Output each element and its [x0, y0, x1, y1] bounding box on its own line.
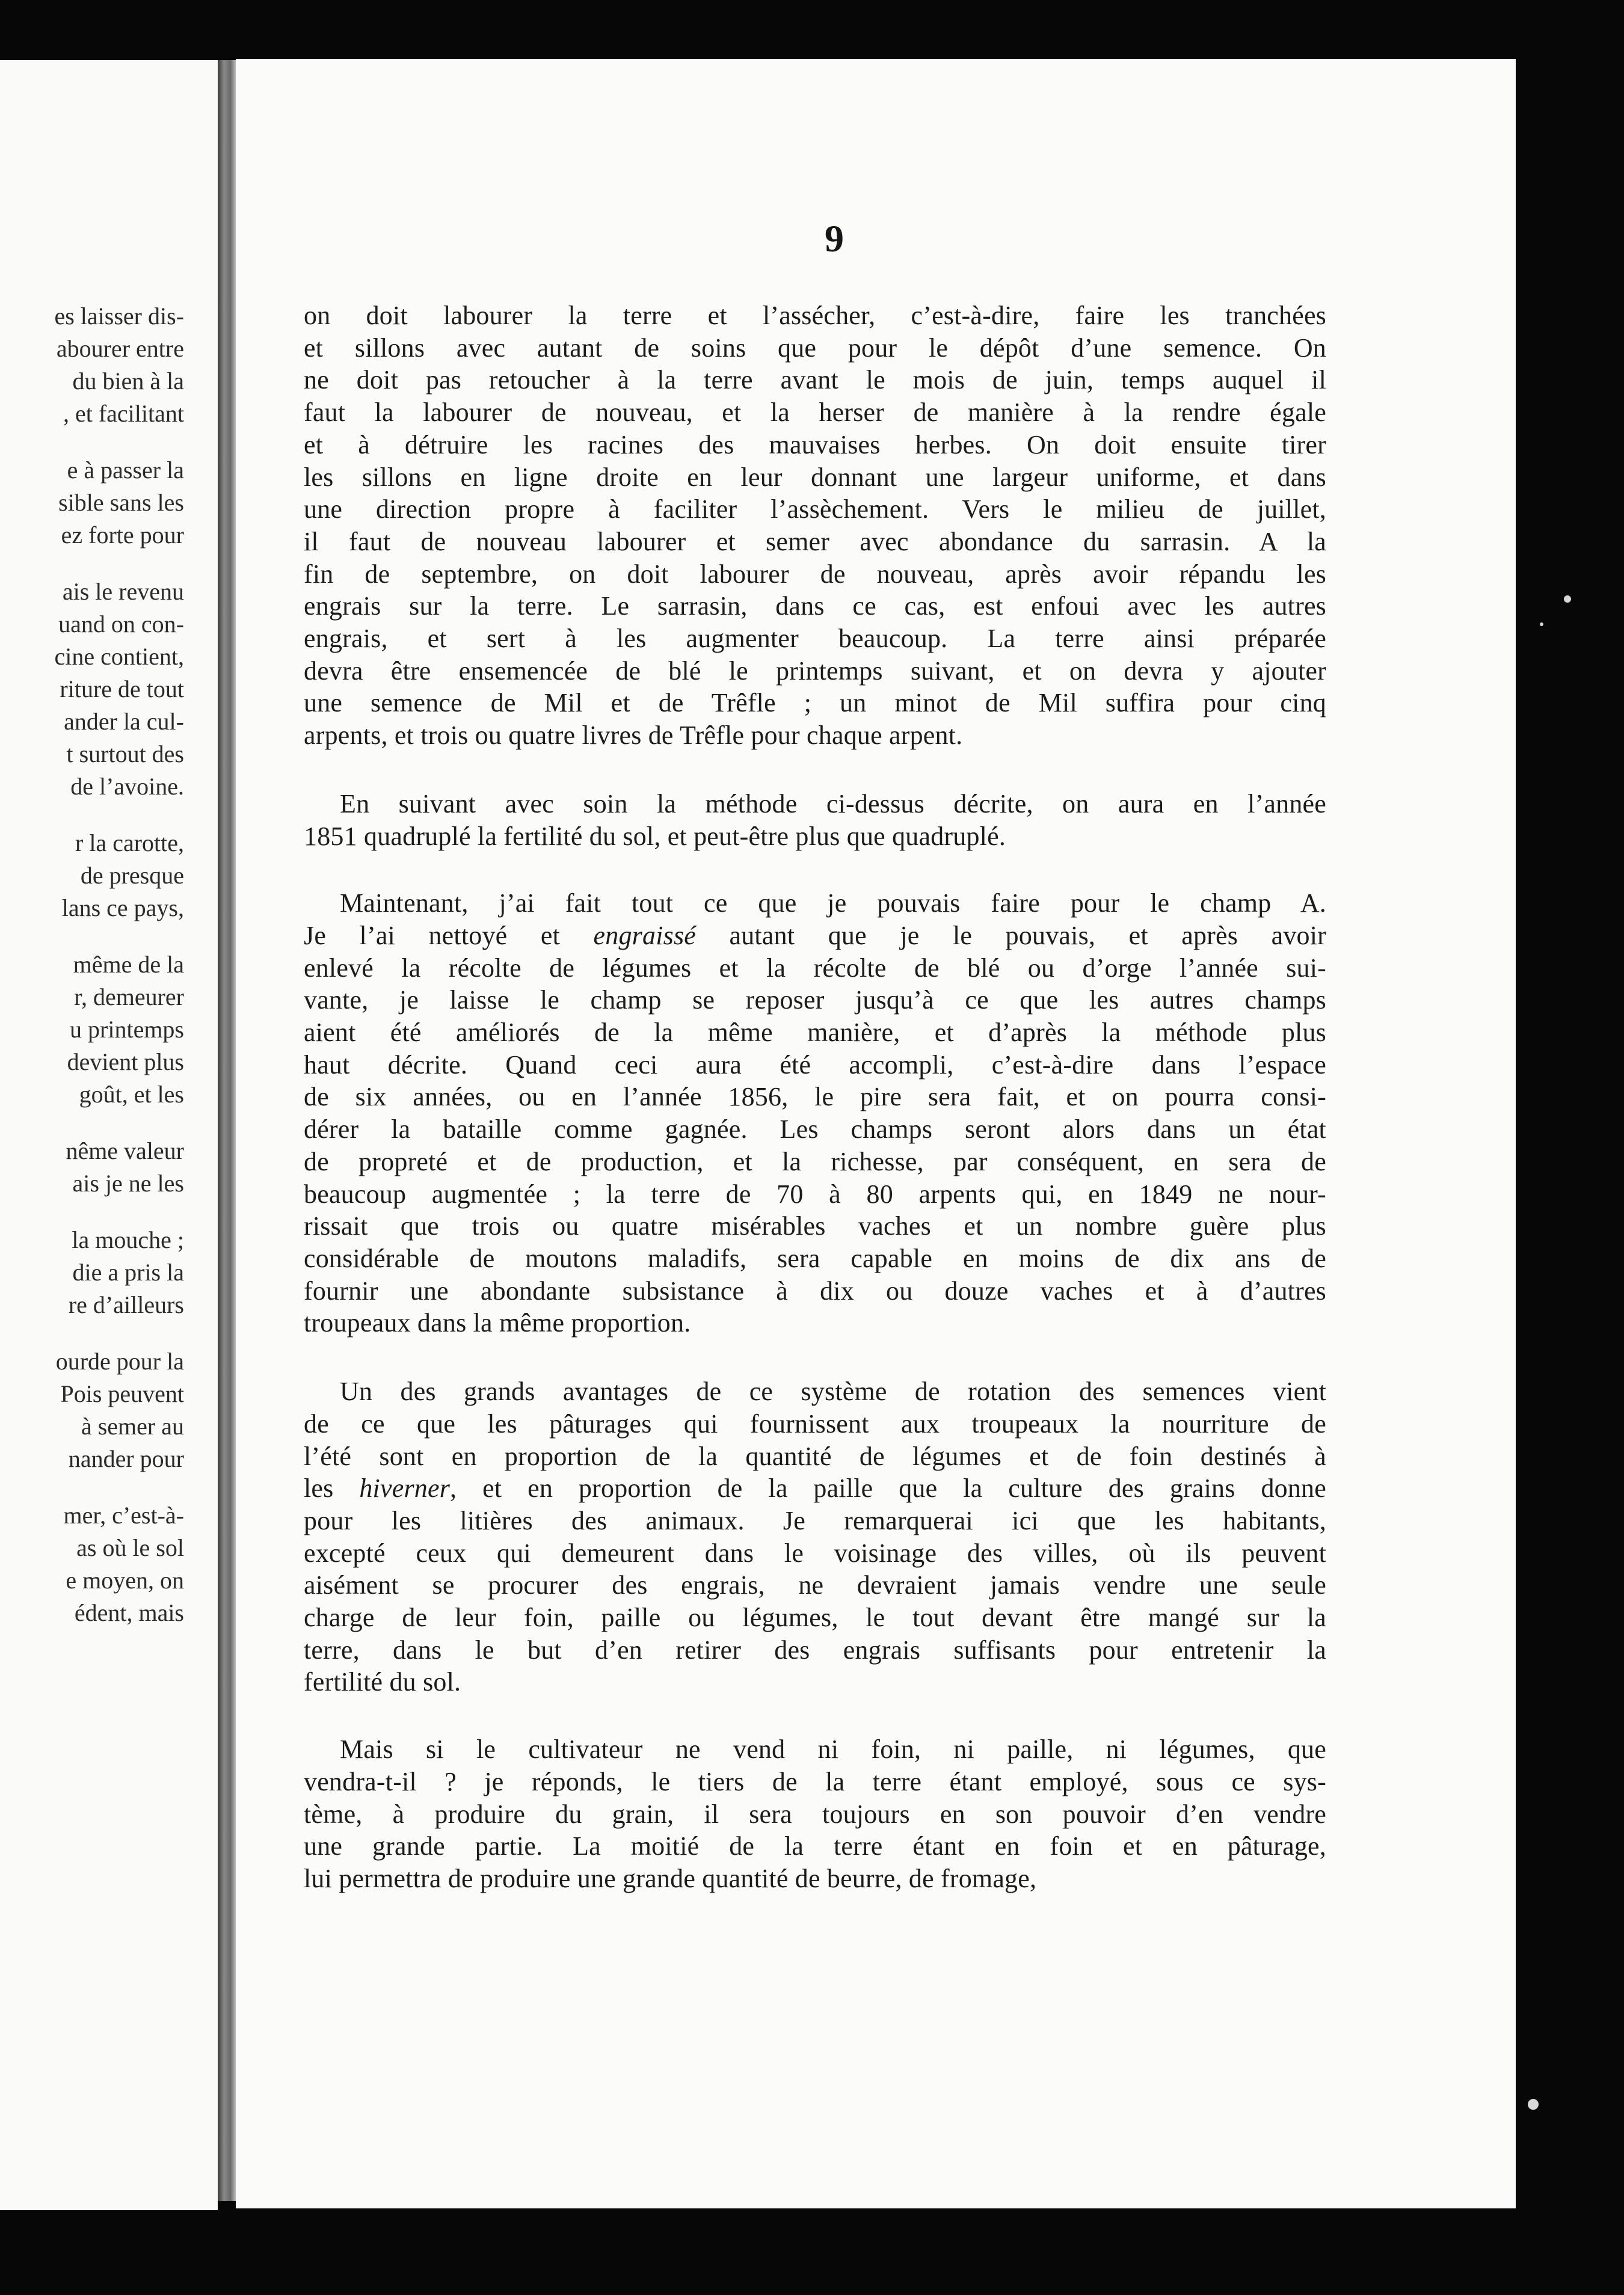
previous-page-line: re d’ailleurs [68, 1291, 184, 1318]
previous-page-line: r, demeurer [74, 983, 184, 1010]
text-line: tème, à produire du grain, il sera toujours en son pouvoir d’en vendre [304, 1799, 1326, 1829]
text-line: fertilité du sol. [304, 1667, 461, 1697]
previous-page-line: à semer au [81, 1413, 184, 1440]
previous-page-line: nême valeur [66, 1137, 184, 1164]
paragraph [304, 1733, 1326, 1895]
book-page [236, 59, 1516, 2208]
dust-speck [1528, 2099, 1539, 2110]
previous-page-line: goût, et les [79, 1081, 184, 1108]
text-line: considérable de moutons maladifs, sera capable en moins de dix ans de [304, 1243, 1326, 1273]
paragraph [304, 300, 1326, 752]
paragraph [304, 1375, 1326, 1698]
previous-page-line: sible sans les [58, 489, 184, 516]
previous-page-line: t surtout des [66, 740, 184, 767]
text-line: une direction propre à faciliter l’assèchement. Vers le milieu de juillet, [304, 494, 1326, 524]
text-line: beaucoup augmentée ; la terre de 70 à 80 arpents qui, en 1849 ne nour- [304, 1179, 1326, 1209]
text-line: les hiverner, et en proportion de la paille que la culture des grains donne [304, 1473, 1326, 1504]
text-line: Maintenant, j’ai fait tout ce que je pouvais faire pour le champ A. [340, 888, 1326, 918]
text-line: et à détruire les racines des mauvaises herbes. On doit ensuite tirer [304, 429, 1326, 459]
text-line: 1851 quadruplé la fertilité du sol, et peut-être plus que quadruplé. [304, 821, 1006, 851]
text-line: engrais, et sert à les augmenter beaucoup. La terre ainsi préparée [304, 624, 1326, 654]
previous-page-line: ander la cul- [64, 708, 184, 735]
text-line: et sillons avec autant de soins que pour le dépôt d’une semence. On [304, 333, 1326, 363]
text-line: rissait que trois ou quatre misérables vaches et un nombre guère plus [304, 1211, 1326, 1241]
text-line: terre, dans le but d’en retirer des engrais suffisants pour entretenir la [304, 1635, 1326, 1665]
text-line: dérer la bataille comme gagnée. Les champs seront alors dans un état [304, 1114, 1326, 1144]
text-line: une grande partie. La moitié de la terre étant en foin et en pâturage, [304, 1831, 1326, 1861]
text-line: Je l’ai nettoyé et engraissé autant que je le pouvais, et après avoir [304, 920, 1326, 950]
previous-page-line: ez forte pour [61, 521, 184, 548]
text-line: il faut de nouveau labourer et semer avec abondance du sarrasin. A la [304, 526, 1326, 556]
dust-speck [1564, 595, 1571, 603]
text-line: une semence de Mil et de Trêfle ; un minot de Mil suffira pour cinq [304, 688, 1326, 718]
previous-page-line: riture de tout [60, 675, 184, 702]
previous-page-line: même de la [73, 951, 184, 978]
text-line: engrais sur la terre. Le sarrasin, dans ce cas, est enfoui avec les autres [304, 591, 1326, 621]
text-line: pour les litières des animaux. Je remarquerai ici que les habitants, [304, 1505, 1326, 1535]
page-number: 9 [825, 217, 844, 260]
previous-page-line: e moyen, on [66, 1567, 184, 1594]
text-line: arpents, et trois ou quatre livres de Trêfle pour chaque arpent. [304, 720, 963, 751]
previous-page-line: mer, c’est-à- [63, 1502, 184, 1529]
text-line: lui permettra de produire une grande quantité de beurre, de fromage, [304, 1863, 1037, 1893]
previous-page-line: de l’avoine. [70, 773, 184, 800]
previous-page-fragment [0, 60, 218, 2210]
text-line: aisément se procurer des engrais, ne devraient jamais vendre une seule [304, 1570, 1326, 1600]
previous-page-line: Pois peuvent [60, 1380, 184, 1407]
text-line: troupeaux dans la même proportion. [304, 1308, 691, 1338]
paragraph [304, 887, 1326, 1339]
page-body-text [304, 300, 1326, 1895]
book-gutter-shadow [218, 60, 236, 2201]
previous-page-line: u printemps [70, 1016, 184, 1043]
text-line: charge de leur foin, paille ou légumes, le tout devant être mangé sur la [304, 1603, 1326, 1633]
text-line: les sillons en ligne droite en leur donnant une largeur uniforme, et dans [304, 462, 1326, 492]
text-line: l’été sont en proportion de la quantité de légumes et de foin destinés à [304, 1441, 1326, 1471]
text-line: fin de septembre, on doit labourer de nouveau, après avoir répandu les [304, 559, 1326, 589]
text-line: vante, je laisse le champ se reposer jusqu’à ce que les autres champs [304, 985, 1326, 1015]
previous-page-line: uand on con- [58, 610, 184, 638]
previous-page-line: cine contient, [54, 643, 184, 670]
previous-page-line: du bien à la [72, 367, 184, 395]
text-line: vendra-t-il ? je réponds, le tiers de la terre étant employé, sous ce sys- [304, 1766, 1326, 1796]
previous-page-line: es laisser dis- [54, 303, 184, 330]
paragraph [304, 788, 1326, 852]
text-line: Mais si le cultivateur ne vend ni foin, ni paille, ni légumes, que [340, 1734, 1326, 1765]
text-line: Un des grands avantages de ce système de rotation des semences vient [340, 1377, 1326, 1407]
previous-page-line: as où le sol [76, 1534, 184, 1561]
previous-page-line: ourde pour la [55, 1348, 184, 1375]
previous-page-line: de presque [80, 862, 184, 889]
previous-page-line: abourer entre [56, 335, 184, 362]
text-line: on doit labourer la terre et l’assécher, c’est-à-dire, faire les tranchées [304, 301, 1326, 330]
text-line: haut décrite. Quand ceci aura été accompli, c’est-à-dire dans l’espace [304, 1049, 1326, 1080]
text-line: enlevé la récolte de légumes et la récolte de blé ou d’orge l’année sui- [304, 953, 1326, 983]
previous-page-line: la mouche ; [72, 1226, 184, 1253]
previous-page-line: ais le revenu [62, 578, 184, 605]
previous-page-line: lans ce pays, [61, 894, 184, 921]
previous-page-line: r la carotte, [75, 829, 184, 856]
previous-page-line: ais je ne les [72, 1170, 184, 1197]
previous-page-line: édent, mais [74, 1599, 184, 1626]
previous-page-line: , et facilitant [63, 400, 184, 427]
text-line: faut la labourer de nouveau, et la herser de manière à la rendre égale [304, 398, 1326, 428]
text-line: aient été améliorés de la même manière, et d’après la méthode plus [304, 1018, 1326, 1048]
previous-page-line: die a pris la [72, 1259, 184, 1286]
text-line: devra être ensemencée de blé le printemps suivant, et on devra y ajouter [304, 656, 1326, 686]
previous-page-line: nander pour [68, 1445, 184, 1472]
text-line: de six années, ou en l’année 1856, le pire sera fait, et on pourra consi- [304, 1082, 1326, 1112]
scan-background-margin [1516, 0, 1624, 2295]
previous-page-line: e à passer la [67, 456, 184, 484]
text-line: fournir une abondante subsistance à dix ou douze vaches et à d’autres [304, 1276, 1326, 1306]
text-line: En suivant avec soin la méthode ci-dessus décrite, on aura en l’année [340, 788, 1326, 819]
text-line: excepté ceux qui demeurent dans le voisinage des villes, où ils peuvent [304, 1538, 1326, 1568]
text-line: ne doit pas retoucher à la terre avant le mois de juin, temps auquel il [304, 365, 1326, 395]
text-line: de propreté et de production, et la richesse, par conséquent, en sera de [304, 1146, 1326, 1176]
text-line: de ce que les pâturages qui fournissent aux troupeaux la nourriture de [304, 1409, 1326, 1439]
previous-page-line: devient plus [67, 1048, 184, 1075]
dust-speck [1540, 622, 1543, 626]
